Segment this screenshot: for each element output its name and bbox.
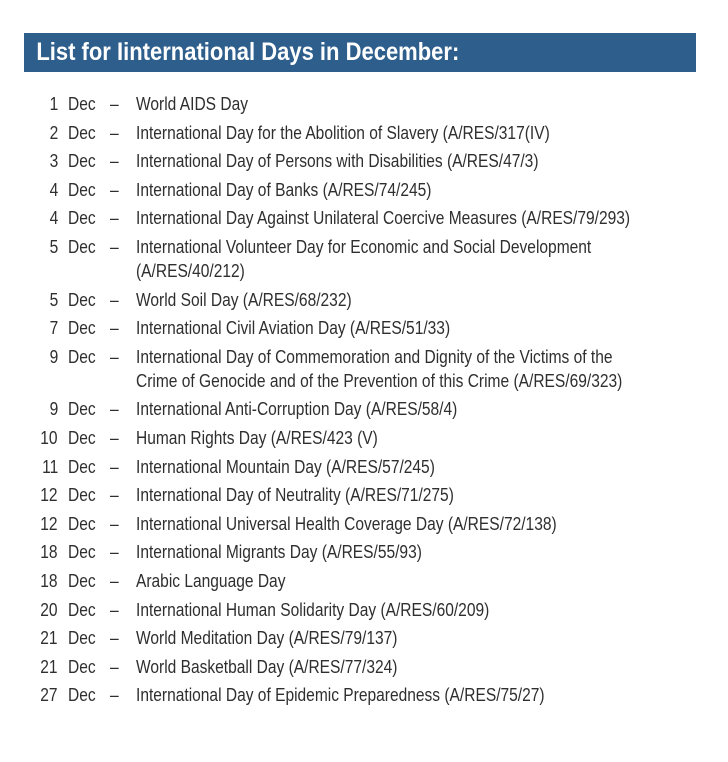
day-number-cell	[24, 655, 58, 679]
day-number-cell	[24, 512, 58, 536]
separator-dash-cell	[110, 316, 136, 340]
month-label-cell	[58, 121, 110, 145]
observance-name: World Basketball Day (A/RES/77/324)	[136, 655, 398, 677]
day-number: 20	[40, 598, 58, 620]
month-label-cell	[58, 540, 110, 564]
international-days-list	[24, 92, 714, 712]
observance-name: International Anti-Corruption Day (A/RES/58/4)	[136, 398, 458, 420]
separator-dash: –	[110, 598, 119, 620]
day-number-cell	[24, 540, 58, 564]
observance-name: World Meditation Day (A/RES/79/137)	[136, 627, 398, 649]
observance-name: World Soil Day (A/RES/68/232)	[136, 288, 352, 310]
separator-dash: –	[110, 627, 119, 649]
observance-name-cell	[136, 569, 714, 593]
separator-dash: –	[110, 288, 119, 310]
day-number-cell	[24, 316, 58, 340]
observance-name-cell	[136, 512, 714, 536]
separator-dash: –	[110, 541, 119, 563]
day-number: 4	[49, 207, 58, 229]
month-label: Dec	[68, 398, 96, 420]
month-label-cell	[58, 626, 110, 650]
month-label: Dec	[68, 317, 96, 339]
day-number-cell	[24, 397, 58, 421]
observance-name-cell	[136, 345, 714, 393]
day-number: 9	[49, 345, 58, 367]
month-label-cell	[58, 235, 110, 259]
month-label-cell	[58, 206, 110, 230]
month-label-cell	[58, 455, 110, 479]
month-label: Dec	[68, 345, 96, 367]
separator-dash-cell	[110, 540, 136, 564]
observance-name: International Civil Aviation Day (A/RES/51/33)	[136, 317, 451, 339]
separator-dash: –	[110, 150, 119, 172]
observance-name-cell	[136, 121, 714, 145]
list-item	[24, 149, 714, 173]
separator-dash: –	[110, 426, 119, 448]
month-label-cell	[58, 345, 110, 369]
separator-dash-cell	[110, 683, 136, 707]
day-number: 2	[49, 121, 58, 143]
separator-dash: –	[110, 484, 119, 506]
separator-dash-cell	[110, 288, 136, 312]
observance-name: International Universal Health Coverage Day (A/RES/72/138)	[136, 512, 557, 534]
day-number-cell	[24, 178, 58, 202]
observance-name: Human Rights Day (A/RES/423 (V)	[136, 426, 378, 448]
list-item	[24, 455, 714, 479]
separator-dash: –	[110, 235, 119, 257]
list-item	[24, 92, 714, 116]
day-number: 12	[40, 484, 58, 506]
day-number: 7	[49, 317, 58, 339]
month-label: Dec	[68, 541, 96, 563]
month-label: Dec	[68, 426, 96, 448]
month-label: Dec	[68, 93, 96, 114]
month-label-cell	[58, 149, 110, 173]
separator-dash: –	[110, 345, 119, 367]
month-label: Dec	[68, 569, 96, 591]
list-item	[24, 178, 714, 202]
day-number-cell	[24, 121, 58, 145]
separator-dash-cell	[110, 626, 136, 650]
separator-dash: –	[110, 398, 119, 420]
list-item	[24, 345, 714, 393]
month-label-cell	[58, 483, 110, 507]
observance-name-cell	[136, 149, 714, 173]
separator-dash: –	[110, 455, 119, 477]
observance-name-cell	[136, 397, 714, 421]
day-number-cell	[24, 598, 58, 622]
observance-name-cell	[136, 92, 714, 116]
month-label-cell	[58, 288, 110, 312]
separator-dash: –	[110, 121, 119, 143]
observance-name: International Day Against Unilateral Coercive Measures (A/RES/79/293)	[136, 207, 631, 229]
day-number-cell	[24, 455, 58, 479]
month-label: Dec	[68, 455, 96, 477]
day-number-cell	[24, 235, 58, 259]
list-item	[24, 626, 714, 650]
month-label-cell	[58, 92, 110, 116]
separator-dash: –	[110, 512, 119, 534]
day-number-cell	[24, 149, 58, 173]
day-number-cell	[24, 345, 58, 369]
separator-dash-cell	[110, 455, 136, 479]
day-number: 11	[41, 455, 58, 477]
day-number: 27	[40, 684, 58, 706]
observance-name: Arabic Language Day	[136, 569, 286, 591]
month-label-cell	[58, 569, 110, 593]
month-label: Dec	[68, 235, 96, 257]
separator-dash-cell	[110, 206, 136, 230]
list-item	[24, 512, 714, 536]
list-item	[24, 288, 714, 312]
day-number: 18	[40, 569, 58, 591]
month-label-cell	[58, 316, 110, 340]
observance-name: International Migrants Day (A/RES/55/93)	[136, 541, 422, 563]
separator-dash-cell	[110, 512, 136, 536]
list-item	[24, 235, 714, 283]
month-label-cell	[58, 683, 110, 707]
month-label: Dec	[68, 207, 96, 229]
list-item	[24, 598, 714, 622]
separator-dash: –	[110, 207, 119, 229]
observance-name-cell	[136, 316, 714, 340]
separator-dash-cell	[110, 598, 136, 622]
observance-name-continuation: Crime of Genocide and of the Prevention of this Crime (A/RES/69/323)	[136, 369, 623, 391]
list-item	[24, 397, 714, 421]
separator-dash: –	[110, 93, 119, 114]
day-number: 3	[49, 150, 58, 172]
observance-name-cell	[136, 626, 714, 650]
month-label-cell	[58, 512, 110, 536]
month-label: Dec	[68, 512, 96, 534]
observance-name-cell	[136, 598, 714, 622]
separator-dash-cell	[110, 569, 136, 593]
separator-dash: –	[110, 655, 119, 677]
day-number-cell	[24, 426, 58, 450]
day-number: 4	[49, 178, 58, 200]
page-title: List for Iinternational Days in December:	[36, 38, 460, 66]
observance-name: International Volunteer Day for Economic and Social Development	[136, 235, 592, 257]
day-number: 5	[49, 288, 58, 310]
observance-name: International Day of Neutrality (A/RES/71/275)	[136, 484, 454, 506]
observance-name: World AIDS Day	[136, 93, 248, 114]
month-label: Dec	[68, 655, 96, 677]
observance-name-cell	[136, 206, 714, 230]
separator-dash-cell	[110, 426, 136, 450]
observance-name: International Mountain Day (A/RES/57/245)	[136, 455, 435, 477]
observance-name-cell	[136, 655, 714, 679]
month-label: Dec	[68, 121, 96, 143]
day-number-cell	[24, 683, 58, 707]
observance-name-cell	[136, 235, 714, 283]
separator-dash-cell	[110, 483, 136, 507]
list-item	[24, 426, 714, 450]
day-number: 5	[49, 235, 58, 257]
month-label: Dec	[68, 150, 96, 172]
observance-name: International Day for the Abolition of Slavery (A/RES/317(IV)	[136, 121, 550, 143]
observance-name: International Day of Commemoration and Dignity of the Victims of the	[136, 345, 613, 367]
separator-dash-cell	[110, 345, 136, 369]
separator-dash: –	[110, 178, 119, 200]
month-label: Dec	[68, 484, 96, 506]
observance-name-cell	[136, 288, 714, 312]
day-number-cell	[24, 483, 58, 507]
day-number-cell	[24, 288, 58, 312]
list-item	[24, 540, 714, 564]
separator-dash-cell	[110, 149, 136, 173]
separator-dash-cell	[110, 235, 136, 259]
day-number-cell	[24, 569, 58, 593]
observance-name: International Day of Epidemic Preparedness (A/RES/75/27)	[136, 684, 545, 706]
observance-name-cell	[136, 483, 714, 507]
month-label-cell	[58, 598, 110, 622]
day-number: 10	[40, 426, 58, 448]
observance-name-cell	[136, 683, 714, 707]
list-item	[24, 206, 714, 230]
day-number: 18	[40, 541, 58, 563]
observance-name-cell	[136, 455, 714, 479]
day-number-cell	[24, 92, 58, 116]
header-banner	[24, 33, 696, 72]
separator-dash-cell	[110, 178, 136, 202]
day-number: 21	[40, 627, 58, 649]
day-number: 12	[40, 512, 58, 534]
day-number-cell	[24, 206, 58, 230]
observance-name-cell	[136, 178, 714, 202]
month-label-cell	[58, 397, 110, 421]
day-number: 1	[49, 93, 58, 114]
observance-name-continuation: (A/RES/40/212)	[136, 259, 245, 281]
separator-dash: –	[110, 317, 119, 339]
observance-name-cell	[136, 540, 714, 564]
month-label: Dec	[68, 178, 96, 200]
list-item	[24, 655, 714, 679]
day-number-cell	[24, 626, 58, 650]
month-label: Dec	[68, 288, 96, 310]
separator-dash-cell	[110, 655, 136, 679]
observance-name: International Human Solidarity Day (A/RES/60/209)	[136, 598, 490, 620]
list-item	[24, 483, 714, 507]
separator-dash: –	[110, 569, 119, 591]
separator-dash-cell	[110, 92, 136, 116]
month-label-cell	[58, 426, 110, 450]
month-label: Dec	[68, 684, 96, 706]
observance-name: International Day of Persons with Disabilities (A/RES/47/3)	[136, 150, 539, 172]
month-label: Dec	[68, 598, 96, 620]
list-item	[24, 569, 714, 593]
list-item	[24, 121, 714, 145]
day-number: 21	[40, 655, 58, 677]
month-label-cell	[58, 655, 110, 679]
month-label-cell	[58, 178, 110, 202]
list-item	[24, 316, 714, 340]
observance-name: International Day of Banks (A/RES/74/245)	[136, 178, 432, 200]
month-label: Dec	[68, 627, 96, 649]
list-item	[24, 683, 714, 707]
separator-dash-cell	[110, 121, 136, 145]
separator-dash-cell	[110, 397, 136, 421]
separator-dash: –	[110, 684, 119, 706]
day-number: 9	[49, 398, 58, 420]
observance-name-cell	[136, 426, 714, 450]
